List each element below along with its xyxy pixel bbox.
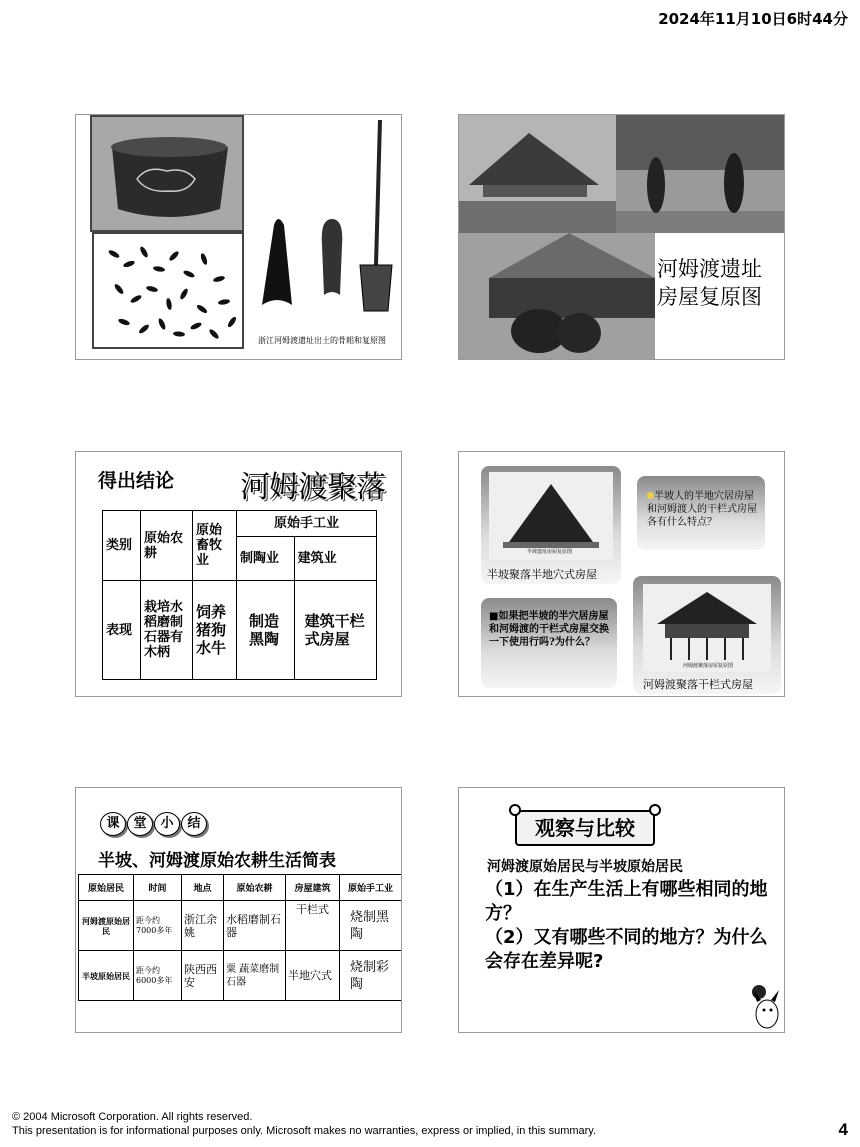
cell-housing: 半地穴式 [286, 951, 340, 1001]
banpo-house-image [489, 472, 613, 560]
slide-5-title: 半坡、河姆渡原始农耕生活简表 [98, 851, 336, 871]
cell-place: 浙江余姚 [182, 901, 224, 951]
cell-resident: 河姆渡原始居民 [79, 901, 134, 951]
copyright-footer [12, 1110, 596, 1138]
cell-place: 陕西西安 [182, 951, 224, 1001]
cell-farming: 粟 蔬菜磨制石器 [224, 951, 286, 1001]
print-datetime: 2024年11月10日6时44分 [658, 10, 848, 28]
pottery-bowl-photo [90, 115, 244, 232]
slide-4-house-comparison[interactable] [458, 451, 785, 697]
table-cell-pottery: 制造黑陶 [237, 581, 295, 680]
table-header-handicraft: 原始手工业 [237, 511, 377, 537]
hemudu-label: 河姆渡聚落干栏式房屋 [643, 678, 753, 691]
question-1-label: 半坡人的半地穴居房屋和河姆渡人的干栏式房屋各有什么特点？ [647, 491, 757, 528]
slide-3-heading: 得出结论 [98, 470, 175, 492]
table-header-category: 类别 [103, 511, 141, 581]
cell-resident: 半坡原始居民 [79, 951, 134, 1001]
disclaimer-line: This presentation is for informational purposes only. Microsoft makes no warranties, express or implied, in this summary. [12, 1125, 597, 1137]
col-header-place: 地点 [182, 875, 224, 901]
slide-3-conclusion[interactable] [75, 451, 402, 697]
question-2: （2）又有哪些不同的地方？为什么会存在差异呢? [485, 927, 768, 972]
cartoon-mascot-icon [749, 984, 781, 1030]
banpo-house-card [481, 466, 621, 584]
cell-handicraft: 烧制彩陶 [340, 951, 402, 1001]
badge-char-4: 结 [181, 812, 207, 836]
cell-housing: 干栏式 [286, 901, 340, 951]
rice-grains-photo [92, 232, 244, 349]
table-row-label: 表现 [103, 581, 141, 680]
lesson-summary-badge [100, 812, 207, 836]
table-header-husbandry: 原始畜牧业 [193, 511, 237, 581]
stilt-house-photo [459, 115, 616, 233]
hut-scene-photo [459, 233, 655, 360]
table-cell-husbandry: 饲养猪狗水牛 [193, 581, 237, 680]
bone-spade-drawings [252, 115, 402, 335]
slide-2-title [657, 255, 785, 311]
table-cell-farming: 栽培水稻磨制石器有木柄 [141, 581, 193, 680]
question-1: （1）在生产生活上有哪些相同的地方？ [485, 879, 768, 924]
col-header-handicraft: 原始手工业 [340, 875, 402, 901]
slide-2-title-line1: 河姆渡遗址 [657, 257, 762, 281]
slide-5-summary[interactable] [75, 787, 402, 1033]
question-card-1 [637, 476, 765, 550]
table-cell-building: 建筑干栏式房屋 [294, 581, 376, 680]
summary-table [78, 874, 402, 1001]
banpo-label: 半坡聚落半地穴式房屋 [487, 568, 597, 581]
question-2-text: ■如果把半坡的半穴居房屋和河姆渡的干栏式房屋交换一下使用行吗?为什么？ [489, 611, 609, 648]
col-header-farming: 原始农耕 [224, 875, 286, 901]
hemudu-house-card [633, 576, 781, 694]
table-row [79, 901, 402, 951]
slide-1-bone-tools[interactable] [75, 114, 402, 360]
col-header-time: 时间 [134, 875, 182, 901]
slide-6-questions [485, 878, 775, 974]
question-card-2 [481, 598, 617, 688]
banpo-image-caption: 半坡遗址房屋复原图 [527, 549, 573, 555]
question-1-text [647, 490, 759, 529]
bullet-dot-icon [647, 492, 654, 499]
cell-time: 距今约6000多年 [134, 951, 182, 1001]
badge-char-3: 小 [154, 812, 180, 836]
badge-char-1: 课 [100, 812, 126, 836]
table-header-building: 建筑业 [294, 537, 376, 581]
col-header-residents: 原始居民 [79, 875, 134, 901]
slide-2-house-restoration[interactable] [458, 114, 785, 360]
cell-handicraft: 烧制黑陶 [340, 901, 402, 951]
hemudu-house-image [643, 584, 771, 672]
slide-1-caption: 浙江河姆渡遗址出土的骨耜和复原图 [258, 336, 386, 345]
hemudu-image-caption: 河姆渡聚落房屋复原图 [683, 663, 734, 669]
slide-2-title-line2: 房屋复原图 [657, 285, 762, 309]
badge-char-2: 堂 [127, 812, 153, 836]
slide-3-title: 河姆渡聚落 [240, 470, 385, 505]
table-row [79, 951, 402, 1001]
slide-6-observe-compare[interactable] [458, 787, 785, 1033]
table-header-pottery: 制陶业 [237, 537, 295, 581]
observe-compare-banner: 观察与比较 [515, 810, 655, 846]
page-number: 4 [838, 1120, 848, 1139]
villagers-photo [616, 115, 785, 233]
slide-6-subtitle: 河姆渡原始居民与半坡原始居民 [487, 859, 683, 875]
table-header-farming: 原始农耕 [141, 511, 193, 581]
cell-farming: 水稻磨制石器 [224, 901, 286, 951]
copyright-line: © 2004 Microsoft Corporation. All rights reserved. [12, 1111, 253, 1123]
col-header-housing: 房屋建筑 [286, 875, 340, 901]
conclusion-table [102, 510, 377, 680]
cell-time: 距今约7000多年 [134, 901, 182, 951]
